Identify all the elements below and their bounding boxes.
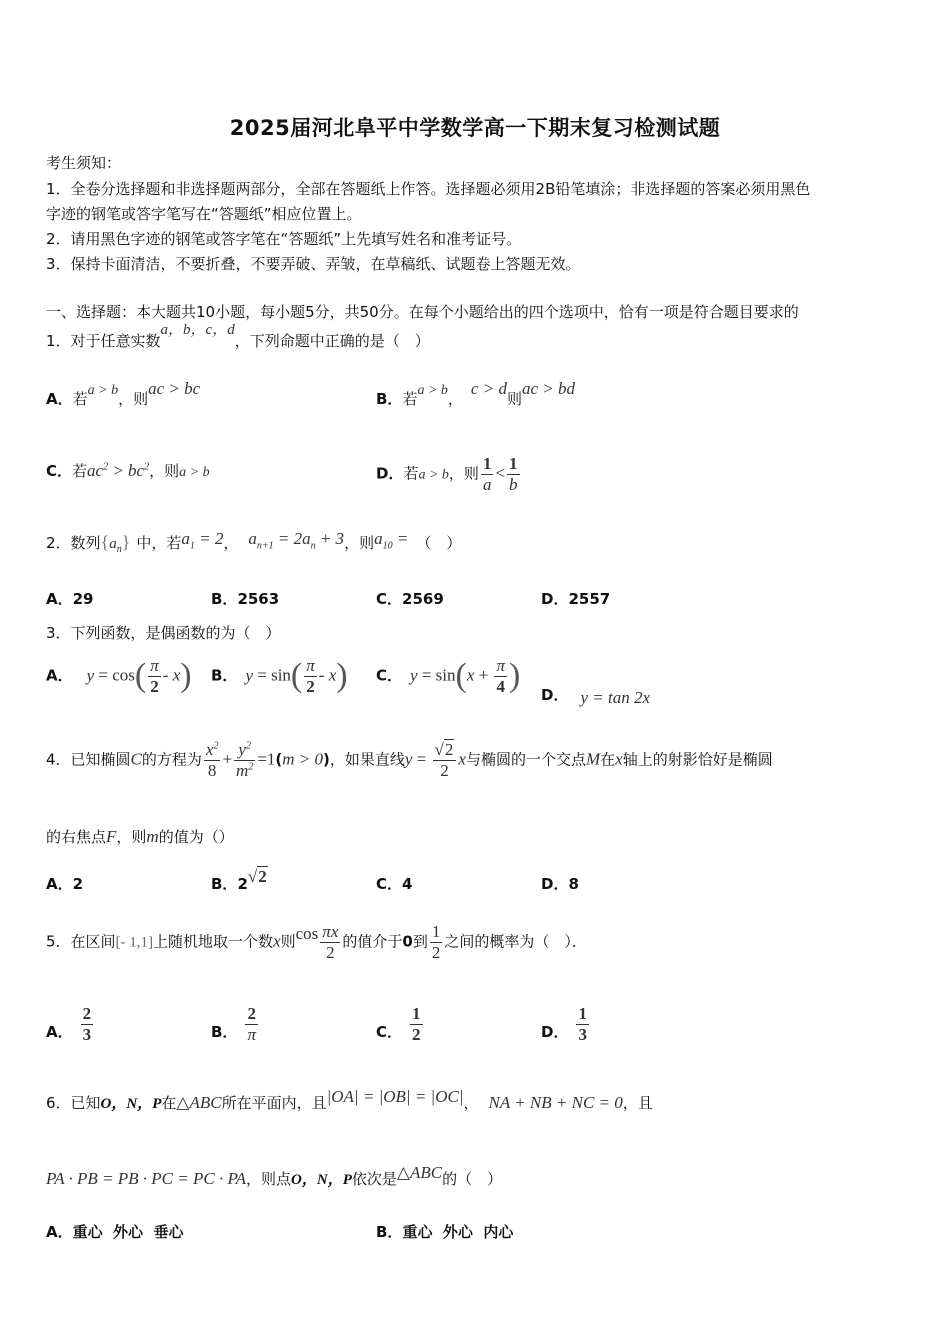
q2-option-b[interactable] — [211, 588, 279, 609]
q2-option-d[interactable] — [541, 588, 610, 609]
q4-point-m: M — [585, 749, 601, 769]
q4-line: y — [404, 749, 413, 769]
q2-target: $a_{10}$ = — [374, 529, 409, 552]
q1-option-b[interactable] — [376, 379, 575, 409]
q4-m: m — [146, 827, 159, 846]
q3-d-label: D． — [541, 686, 569, 704]
q3-option-a[interactable]: A． y = cos( $\frac{\pi}{2}$ - x) — [46, 656, 192, 696]
q6-line2b: 依次是 — [351, 1170, 397, 1188]
q1-b-cond2: c > d — [470, 379, 507, 398]
notice-heading: 考生须知： — [46, 154, 122, 172]
q6-a-value: 重心 外心 垂心 — [72, 1223, 184, 1241]
q4-a-label: A． — [46, 875, 73, 893]
q1-prefix: 1．对于任意实数 — [46, 332, 161, 350]
q6-line2c: 的（ ） — [442, 1170, 503, 1188]
q4-option-c[interactable] — [376, 873, 412, 894]
q4-option-a[interactable] — [46, 873, 83, 894]
q3-b-label: B． — [211, 666, 238, 685]
q4-line2a: 的右焦点 — [46, 828, 107, 846]
q6-eq2: NA + NB + NC = 0 — [488, 1093, 623, 1112]
question-4-line2 — [46, 826, 234, 847]
exam-title: 2025届河北阜平中学数学高一下期末复习检测试题 — [229, 116, 721, 140]
section-heading: 一、选择题：本大题共10小题，每小题5分，共50分。在每个小题给出的四个选项中，恰有一项是符合题目要求的 — [46, 303, 799, 321]
q2-w3: ，则 — [344, 534, 375, 552]
notice-item-3: 3．保持卡面清洁，不要折叠，不要弄破、弄皱，在草稿纸、试题卷上答题无效。 — [46, 255, 581, 273]
q4-d-label: D． — [541, 875, 569, 893]
q1-c-w2: ，则 — [149, 462, 180, 480]
q6-w2: 所在平面内，且 — [221, 1094, 327, 1112]
q4-prefix: 4．已知椭圆 — [46, 750, 131, 769]
q2-a-value: 29 — [72, 590, 94, 608]
q5-b-label: B． — [211, 1022, 238, 1041]
q4-line2c: 的值为（） — [158, 828, 234, 846]
q5-half: $\frac{1}{2}$ — [431, 922, 441, 962]
q4-w3: 与椭圆的一个交点 — [465, 750, 586, 769]
q2-option-c[interactable] — [376, 588, 444, 609]
q2-suffix: （ ） — [416, 534, 462, 552]
q1-option-a[interactable] — [46, 379, 201, 409]
notice-item-1: 1．全卷分选择题和非选择题两部分，全部在答题纸上作答。选择题必须用2B铅笔填涂；非选择题的答案必须用黑色 — [46, 180, 811, 198]
q1-b-concl: ac > bd — [521, 379, 575, 398]
q1-vars: a，b，c，d — [160, 322, 235, 338]
q2-seq: $\{a_n\}$ — [100, 532, 131, 555]
q1-d-w1: 若 — [403, 464, 419, 483]
notice-item-2: 2．请用黑色字迹的钢笔或答字笔在“答题纸”上先填写姓名和准考证号。 — [46, 230, 522, 248]
question-2 — [46, 529, 462, 555]
q5-c-label: C． — [376, 1022, 403, 1041]
question-1 — [46, 322, 430, 351]
question-3: 3．下列函数，是偶函数的为（ ） — [46, 624, 281, 642]
q1-d-frac-a: $\frac{1}{a}$ — [482, 454, 492, 494]
q4-frac-x: $\frac{x^2}{8}$ — [205, 740, 219, 780]
q5-zero: 0 — [402, 932, 413, 951]
q6-prefix: 6．已知 — [46, 1094, 101, 1112]
q3-a-expr: y — [86, 665, 95, 685]
q6-eq3: PA · PB = PB · PC = PC · PA — [46, 1169, 247, 1188]
q4-c-value: 4 — [402, 875, 413, 893]
q4-cond: m > 0 — [282, 749, 324, 769]
q5-x: x — [273, 931, 281, 951]
q4-b-label: B． — [211, 875, 238, 893]
q1-d-cond: a > b — [418, 467, 449, 483]
q6-option-b[interactable] — [376, 1221, 513, 1242]
q2-w2: ， — [223, 534, 239, 552]
q6-w3: ， — [463, 1094, 479, 1112]
q1-a-cond: a > b — [87, 383, 119, 398]
q1-d-w2: ，则 — [448, 464, 479, 483]
q4-a-value: 2 — [72, 875, 84, 893]
q2-c-value: 2569 — [402, 590, 444, 608]
q4-w2: ，如果直线 — [329, 750, 405, 769]
q1-c-concl: a > b — [179, 465, 210, 480]
q6-triangle: △ABC — [176, 1093, 222, 1112]
q5-option-c[interactable]: C． $\frac{1}{2}$ — [376, 1004, 421, 1044]
q3-option-b[interactable]: B． y = sin( $\frac{\pi}{2}$ - x) — [211, 656, 348, 696]
q3-option-c[interactable]: C． y = sin(x + $\frac{\pi}{4}$ ) — [376, 656, 521, 696]
q4-w1: 的方程为 — [141, 750, 202, 769]
question-5 — [46, 922, 587, 962]
q5-w5: 到 — [412, 932, 428, 951]
q4-b-value: 2 — [237, 875, 248, 893]
q1-b-label: B． — [376, 390, 403, 408]
q4-b-sqrt: √2 — [247, 867, 267, 886]
q5-a-label: A． — [46, 1022, 73, 1041]
q3-d-expr: y = tan 2x — [580, 688, 650, 707]
q1-b-w3: 则 — [506, 390, 522, 408]
q5-w1: 上随机地取一个数 — [153, 932, 274, 951]
q5-interval: [- 1,1] — [115, 934, 154, 951]
q4-w5: 轴上的射影恰好是椭圆 — [622, 750, 773, 769]
q5-d-label: D． — [541, 1022, 569, 1041]
q6-option-a[interactable] — [46, 1221, 184, 1242]
q6-points-2: O，N，P — [291, 1172, 352, 1188]
question-4: 4．已知椭圆C的方程为 $\frac{x^2}{8}$ + $\frac{y^2}{m^2}$ =1(m > 0)，如果直线y = $\frac{√2}{2}$ x与椭圆的一个交点M在x轴上的射影恰好是椭圆 — [46, 740, 773, 780]
q6-line2a: ，则点 — [246, 1170, 292, 1188]
q4-line2b: ，则 — [116, 828, 147, 846]
q2-b-label: B． — [211, 590, 238, 608]
q4-ellipse-c: C — [130, 749, 142, 769]
q1-suffix: ，下列命题中正确的是（ ） — [234, 332, 430, 350]
q1-a-w2: ，则 — [118, 390, 149, 408]
q3-c-label: C． — [376, 666, 403, 685]
q2-w1: 中，若 — [136, 534, 182, 552]
q2-a-label: A． — [46, 590, 73, 608]
q2-prefix: 2．数列 — [46, 534, 101, 552]
q1-b-w2: ， — [447, 390, 463, 408]
q4-option-b[interactable] — [211, 866, 268, 893]
q5-w2: 则 — [280, 932, 296, 951]
q4-c-label: C． — [376, 875, 403, 893]
q5-w6: 之间的概率为（ ）． — [444, 932, 587, 951]
question-6 — [46, 1087, 653, 1113]
q6-eq1: |OA| = |OB| = |OC| — [326, 1087, 464, 1106]
q4-d-value: 8 — [568, 875, 579, 893]
q1-b-cond1: a > b — [417, 383, 448, 398]
q5-option-b[interactable]: B． $\frac{2}{\pi}$ — [211, 1004, 256, 1044]
q5-option-d[interactable]: D． $\frac{1}{3}$ — [541, 1004, 587, 1044]
q6-triangle-2: △ABC — [396, 1163, 443, 1182]
q4-frac-y: $\frac{y^2}{m^2}$ — [236, 740, 254, 780]
q1-option-c[interactable] — [46, 460, 210, 481]
q1-c-cond: $ac^2 > bc^2$ — [87, 461, 150, 480]
q6-b-label: B． — [376, 1223, 403, 1241]
q2-c-label: C． — [376, 590, 403, 608]
q1-d-label: D． — [376, 464, 404, 483]
q6-points: O，N，P — [100, 1096, 162, 1112]
q3-option-d[interactable] — [541, 684, 650, 705]
q1-a-w1: 若 — [72, 390, 88, 408]
q6-w1: 在 — [161, 1094, 177, 1112]
q4-w4: 在 — [600, 750, 616, 769]
q2-d-label: D． — [541, 590, 569, 608]
q1-c-w1: 若 — [72, 462, 88, 480]
q5-option-a[interactable]: A． $\frac{2}{3}$ — [46, 1004, 92, 1044]
q6-w4: ，且 — [622, 1094, 653, 1112]
notice-item-1-cont: 字迹的钢笔或答字笔写在“答题纸”相应位置上。 — [46, 205, 362, 223]
q1-d-frac-b: $\frac{1}{b}$ — [509, 454, 518, 494]
q6-b-value: 重心 外心 内心 — [402, 1223, 514, 1241]
q1-a-label: A． — [46, 390, 73, 408]
q2-option-a[interactable] — [46, 588, 93, 609]
q2-b-value: 2563 — [237, 590, 280, 608]
q3-b-expr: y — [245, 665, 253, 685]
q4-x-axis: x — [615, 749, 623, 769]
q5-w3: 的值介于 — [342, 932, 403, 951]
q2-recur: $a_{n+1} = 2a_n + 3$ — [248, 529, 345, 552]
q1-c-label: C． — [46, 462, 73, 480]
q1-option-d[interactable]: D．若a > b，则 $\frac{1}{a}$ < $\frac{1}{b}$ — [376, 454, 518, 494]
q3-a-label: A． — [46, 666, 73, 685]
q5-cos: cos — [295, 923, 319, 943]
q1-a-concl: ac > bc — [148, 379, 201, 398]
q2-init: $a_1 = 2$ — [181, 529, 224, 552]
q5-prefix: 5．在区间 — [46, 932, 116, 951]
q5-cos-frac: $\frac{\pi x}{2}$ — [322, 922, 339, 962]
q4-option-d[interactable] — [541, 873, 579, 894]
q1-b-w1: 若 — [402, 390, 418, 408]
q4-focus-f: F — [106, 827, 117, 846]
q3-c-expr: y — [410, 665, 418, 685]
q6-a-label: A． — [46, 1223, 73, 1241]
question-6-line2 — [46, 1163, 503, 1189]
q2-d-value: 2557 — [568, 590, 611, 608]
